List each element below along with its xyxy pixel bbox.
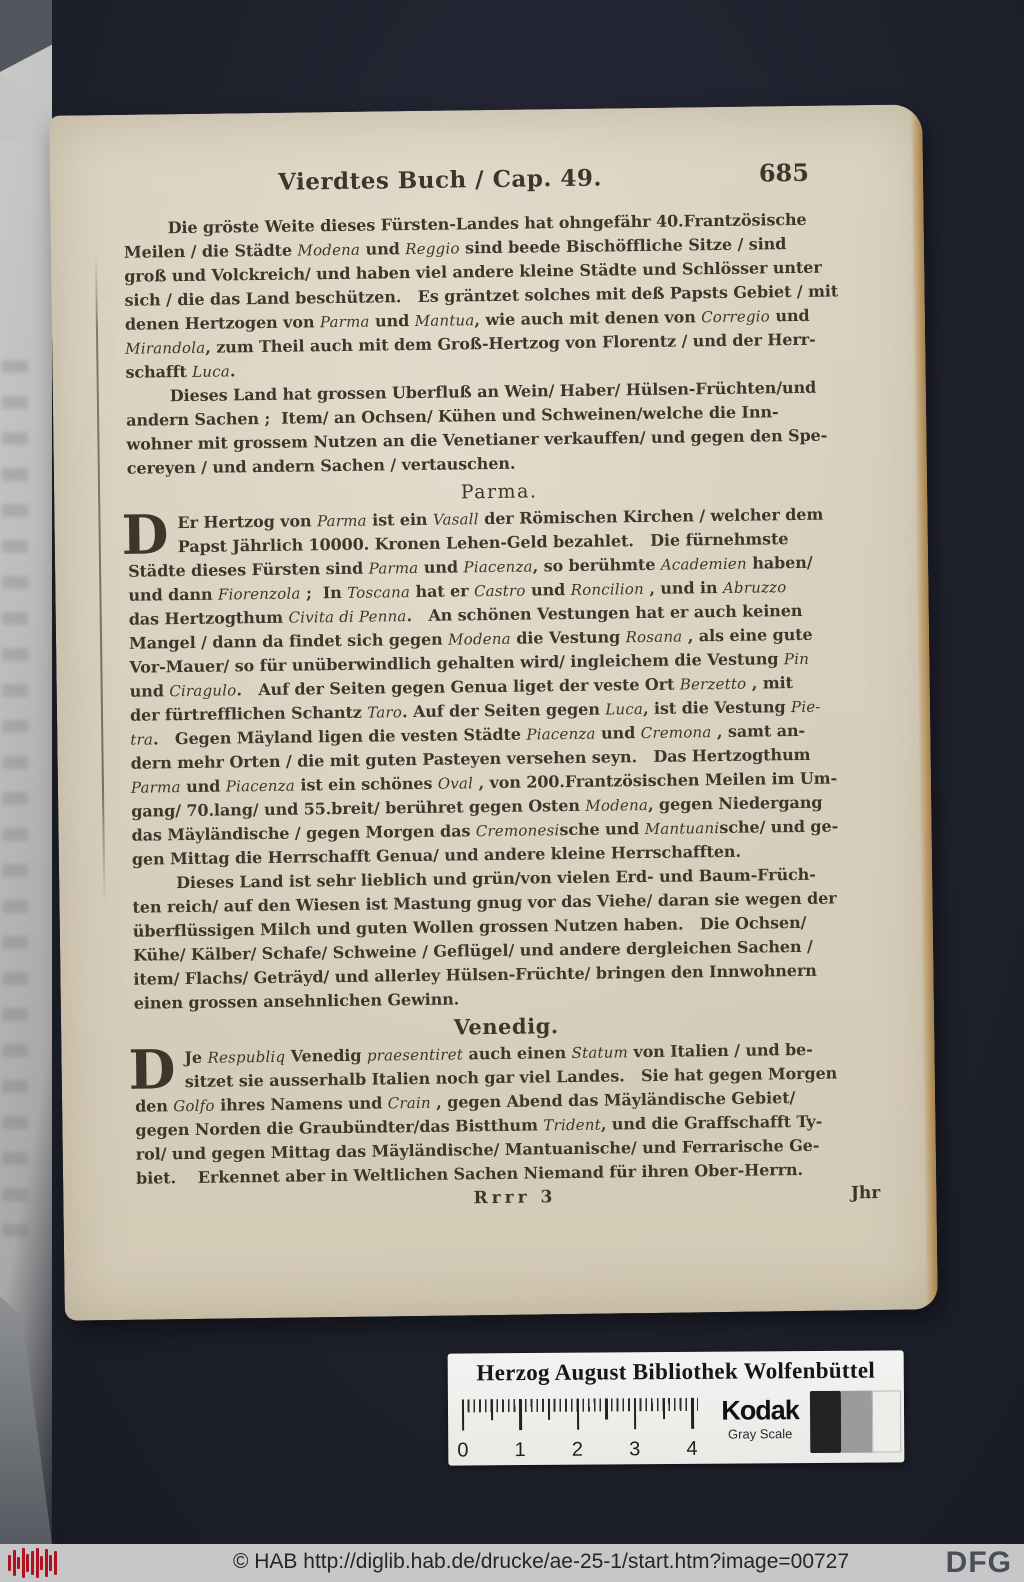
- gray-scale-label: Gray Scale: [727, 1426, 793, 1442]
- text-line: einen grossen ansehnlichen Gewinn.: [133, 989, 460, 1013]
- text-line: dern mehr Orten / die mit guten Pasteyen versehen seyn. Das Hertzogthum: [130, 744, 811, 773]
- drop-cap: D: [121, 502, 169, 567]
- black-patch: [810, 1391, 841, 1453]
- shadow-wedge: [0, 0, 52, 72]
- text-line: und Ciragulo. Auf der Seiten gegen Genua liget der veste Ort Berzetto , mit: [129, 673, 793, 701]
- text-line: andern Sachen ; Item/ an Ochsen/ Kühen und Schweinen/welche die Inn-: [126, 402, 779, 430]
- text-line: tra. Gegen Mäyland ligen die vesten Städte Piacenza und Cremona , samt an-: [130, 720, 806, 749]
- text-line: gegen Norden die Graubündter/das Bistthum Trident, und die Graffschafft Ty-: [135, 1111, 823, 1140]
- text-line: der fürtrefflichen Schantz Taro. Auf der Seiten gegen Luca, ist die Vestung Pie-: [129, 697, 821, 725]
- text-line: gen Mittag die Herrschafft Genua/ und andere kleine Herrschafften.: [131, 841, 741, 869]
- text-line: sitzet sie ausserhalb Italien noch gar viel Landes. Sie hat gegen Morgen: [184, 1063, 838, 1092]
- ruler-major-tick: [462, 1399, 465, 1430]
- drop-cap: D: [128, 1037, 176, 1102]
- ruler-number: 0: [457, 1439, 469, 1462]
- page-fore-edge: [910, 112, 938, 1305]
- text-line: Städte dieses Fürsten sind Parma und Piacenza, so berühmte Academien haben/: [127, 552, 813, 581]
- footer-bar: [0, 1544, 1024, 1582]
- text-line: Meilen / die Städte Modena und Reggio sind beede Bischöffliche Sitze / sind: [123, 234, 787, 262]
- gray-patch: [841, 1391, 872, 1453]
- copyright-url: © HAB http://diglib.hab.de/drucke/ae-25-1/start.htm?image=00727: [232, 1550, 850, 1573]
- ruler-medium-tick: [491, 1399, 494, 1420]
- text-line: das Mäyländische / gegen Morgen das Cremonesische und Mantuanische/ und ge-: [131, 816, 839, 845]
- ruler-medium-tick: [605, 1398, 608, 1419]
- ruler: [457, 1398, 712, 1462]
- signature-mark: Rrrr 3: [473, 1187, 557, 1209]
- text-line: Mirandola, zum Theil auch mit dem Groß-Hertzog von Florentz / und der Herr-: [125, 329, 816, 358]
- book-page: [49, 104, 938, 1320]
- text-line: item/ Flachs/ Geträyd/ und allerley Hülsen-Früchte/ bringen den Innwohnern: [133, 960, 817, 989]
- body-text: [123, 207, 880, 1191]
- text-line: den Golfo ihres Namens und Crain , gegen Abend das Mäyländische Gebiet/: [134, 1088, 796, 1116]
- ruler-number: 1: [514, 1439, 526, 1462]
- ruler-medium-tick: [548, 1399, 551, 1420]
- text-line: Dieses Land ist sehr lieblich und grün/von vielen Erd- und Baum-Früch-: [176, 864, 816, 893]
- text-line: gang/ 70.lang/ und 55.breit/ berühret gegen Osten Modena, gegen Niedergang: [131, 792, 823, 821]
- kodak-logo: Kodak: [721, 1395, 799, 1426]
- text-line: das Hertzogthum Civita di Penna. An schönen Vestungen hat er auch keinen: [128, 600, 803, 629]
- text-line: rol/ und gegen Mittag das Mäyländische/ Mantuanische/ und Ferrarische Ge-: [135, 1135, 820, 1164]
- ruler-number: 2: [571, 1438, 584, 1461]
- ruler-number: 4: [686, 1437, 698, 1460]
- section-heading: Venedig.: [453, 1013, 559, 1040]
- gray-scale-patches: [810, 1390, 901, 1453]
- text-line: denen Hertzogen von Parma und Mantua, wie auch mit denen von Corregio und: [124, 305, 810, 334]
- text-line: wohner mit grossem Nutzen an die Venetianer verkauffen/ und gegen den Spe-: [126, 425, 828, 454]
- library-name: Herzog August Bibliothek Wolfenbüttel: [476, 1357, 876, 1386]
- gutter-crease: [95, 255, 106, 905]
- page-header: [123, 157, 867, 207]
- text-line: ten reich/ auf den Wiesen ist Mastung gnug vor das Viehe/ daran sie wegen der: [132, 888, 837, 917]
- text-line: Vor-Mauer/ so für unüberwindlich gehalten wird/ ingleichem die Vestung Pin: [129, 649, 810, 677]
- page-number: 685: [758, 157, 810, 188]
- text-line: und dann Fiorenzola ; In Toscana hat er Castro und Roncilion , und in Abruzzo: [128, 577, 787, 605]
- text-line: Die gröste Weite dieses Fürsten-Landes hat ohngefähr 40.Frantzösische: [167, 209, 807, 238]
- shadow-wedge-bottom: [0, 1296, 52, 1544]
- kodak-gray-scale-card: [448, 1350, 905, 1465]
- text-line: biet. Erkennet aber in Weltlichen Sachen Niemand für ihren Ober-Herrn.: [135, 1159, 804, 1188]
- text-line: Parma und Piacenza ist ein schönes Oval , von 200.Frantzösischen Meilen im Um-: [130, 768, 838, 797]
- dfg-logo: DFG: [945, 1546, 1012, 1579]
- ruler-major-tick: [577, 1399, 580, 1430]
- ruler-medium-tick: [662, 1398, 665, 1419]
- running-title: Vierdtes Buch / Cap. 49.: [277, 164, 603, 196]
- section-heading: Parma.: [460, 480, 538, 504]
- text-line: Er Hertzog von Parma ist ein Vasall der Römischen Kirchen / welcher dem: [177, 504, 824, 533]
- ruler-major-tick: [691, 1398, 694, 1429]
- book-page-edges: [0, 0, 52, 1544]
- page-holder-edge: [0, 58, 52, 142]
- text-line: schafft Luca.: [125, 361, 236, 382]
- text-line: überflüssigen Milch und guten Wollen grossen Nutzen haben. Die Ochsen/: [132, 912, 807, 941]
- text-line: Dieses Land hat grossen Uberfluß an Wein/ Haber/ Hülsen-Früchten/und: [169, 377, 817, 406]
- show-through-text: [2, 360, 28, 1260]
- text-line: sich / die das Land beschützen. Es gräntzet solches mit deß Papsts Gebiet / mit: [124, 281, 839, 310]
- text-line: Je Respubliq Venedig praesentiret auch einen Statum von Italien / und be-: [184, 1039, 813, 1068]
- catchword: Jhr: [850, 1182, 881, 1204]
- text-line: cereyen / und andern Sachen / vertauschen.: [126, 453, 516, 478]
- ruler-major-tick: [634, 1398, 637, 1429]
- ruler-major-tick: [519, 1399, 522, 1430]
- white-patch: [872, 1390, 901, 1452]
- text-line: groß und Volckreich/ und haben viel andere kleine Städte und Schlösser unter: [124, 257, 822, 286]
- text-line: Papst Jährlich 10000. Kronen Lehen-Geld bezahlet. Die fürnehmste: [177, 529, 789, 557]
- text-line: Mangel / dann da findet sich gegen Modena die Vestung Rosana , als eine gute: [128, 624, 813, 653]
- ruler-number: 3: [629, 1438, 641, 1461]
- text-line: Kühe/ Kälber/ Schafe/ Schweine / Geflügel/ und andere dergleichen Sachen /: [133, 936, 813, 965]
